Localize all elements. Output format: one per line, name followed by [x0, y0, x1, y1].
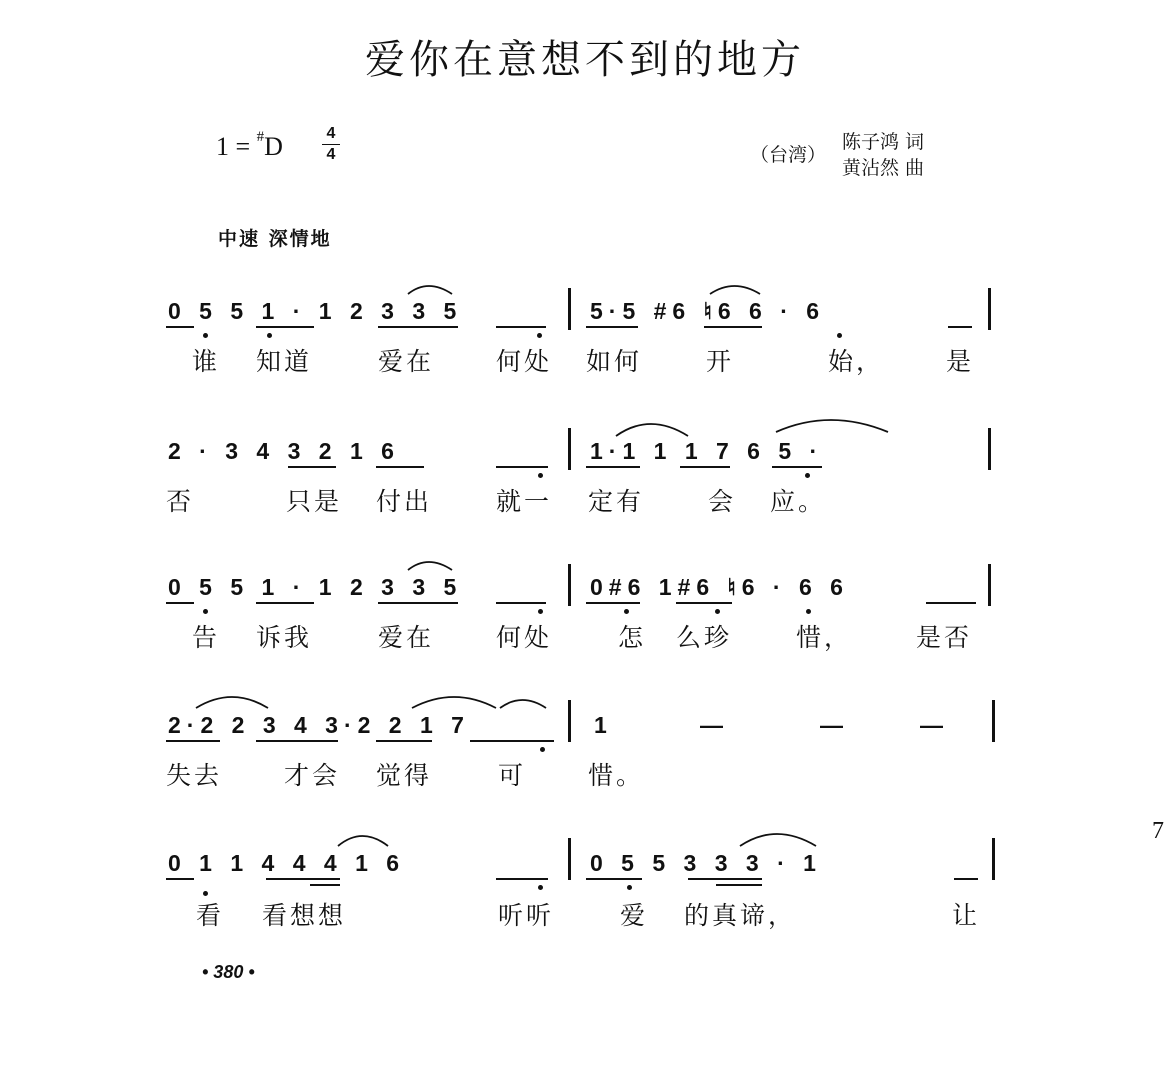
notes-s2-m2: 1·1 1 1 7 6 5 ·: [590, 438, 824, 464]
lyric: 就一: [496, 487, 553, 516]
dash: —: [700, 712, 723, 738]
lyric: 开: [706, 347, 735, 376]
lyric: 看想想: [262, 901, 347, 930]
lyric: 应。: [770, 487, 827, 516]
lyric: 谁: [192, 347, 221, 376]
lyric: 怎: [618, 623, 647, 652]
lyric: 让: [952, 901, 981, 930]
credit-lyricist: 陈子鸿 词: [842, 131, 925, 153]
lyric: 爱在: [378, 347, 435, 376]
lyric: 的真谛，: [684, 901, 797, 930]
key-sharp: #: [256, 129, 265, 146]
slur: [412, 697, 496, 708]
edge-mark: 7: [1152, 818, 1164, 844]
lyric: 才会: [284, 761, 341, 790]
notes-s2-m1: 2 · 3 4 3 2 1 6: [168, 438, 400, 464]
lyric: 只是: [286, 487, 343, 516]
lyric: 是: [946, 347, 975, 376]
lyric: 看: [196, 901, 225, 930]
lyric: 如何: [586, 347, 643, 376]
slur: [408, 562, 452, 570]
lyric: 否: [166, 487, 195, 516]
lyric: 诉我: [256, 623, 313, 652]
lyric: 会: [708, 487, 737, 516]
lyric: 定有: [588, 487, 645, 516]
slur: [710, 286, 760, 294]
time-top: 4: [326, 125, 336, 142]
slur: [408, 286, 452, 294]
song-title: 爱你在意想不到的地方: [365, 37, 805, 83]
lyric: 始，: [828, 347, 885, 376]
notes-s3-m2: 0#6 1#6 ♮6 · 6 6: [590, 574, 849, 600]
time-bottom: 4: [326, 146, 336, 163]
lyric: 何处: [496, 347, 553, 376]
slur: [776, 420, 888, 432]
dash: —: [920, 712, 943, 738]
slur: [740, 834, 816, 846]
lyric: 爱在: [378, 623, 435, 652]
notes-s1-m2: 5·5 #6 ♮6 6 · 6: [590, 298, 826, 324]
tempo-marking: 中速 深情地: [218, 228, 332, 250]
page-number: • 380 •: [202, 962, 255, 982]
slur: [196, 697, 268, 708]
notes-s3-m1: 0 5 5 1 · 1 2 3 3 5: [168, 574, 463, 600]
dash: —: [820, 712, 843, 738]
slur: [500, 700, 546, 708]
lyric: 么珍: [676, 623, 733, 652]
lyric: 告: [192, 623, 221, 652]
slur: [338, 836, 388, 846]
key-note: D: [264, 132, 283, 161]
lyric: 觉得: [376, 761, 433, 790]
lyric: 惜，: [796, 623, 853, 652]
credit-composer: 黄沾然 曲: [842, 157, 925, 179]
lyric: 何处: [496, 623, 553, 652]
lyric: 付出: [376, 487, 433, 516]
lyric: 惜。: [588, 761, 645, 790]
slur: [616, 424, 688, 436]
notes-s5-m2: 0 5 5 3 3 3 · 1: [590, 850, 822, 876]
lyric: 听听: [498, 901, 555, 930]
notes-s1-m1: 0 5 5 1 · 1 2 3 3 5: [168, 298, 463, 324]
lyric: 是否: [916, 623, 973, 652]
lyric: 爱: [620, 901, 649, 930]
key-prefix: 1 =: [216, 132, 251, 161]
lyric: 知道: [256, 347, 313, 376]
notes-s4-m1: 2·2 2 3 4 3·2 2 1 7: [168, 712, 470, 738]
note-1: 1: [594, 712, 607, 738]
lyric: 失去: [166, 761, 223, 790]
notes-s5-m1: 0 1 1 4 4 4 1 6: [168, 850, 406, 876]
credit-region: （台湾）: [750, 144, 827, 166]
lyric: 可: [498, 761, 527, 790]
